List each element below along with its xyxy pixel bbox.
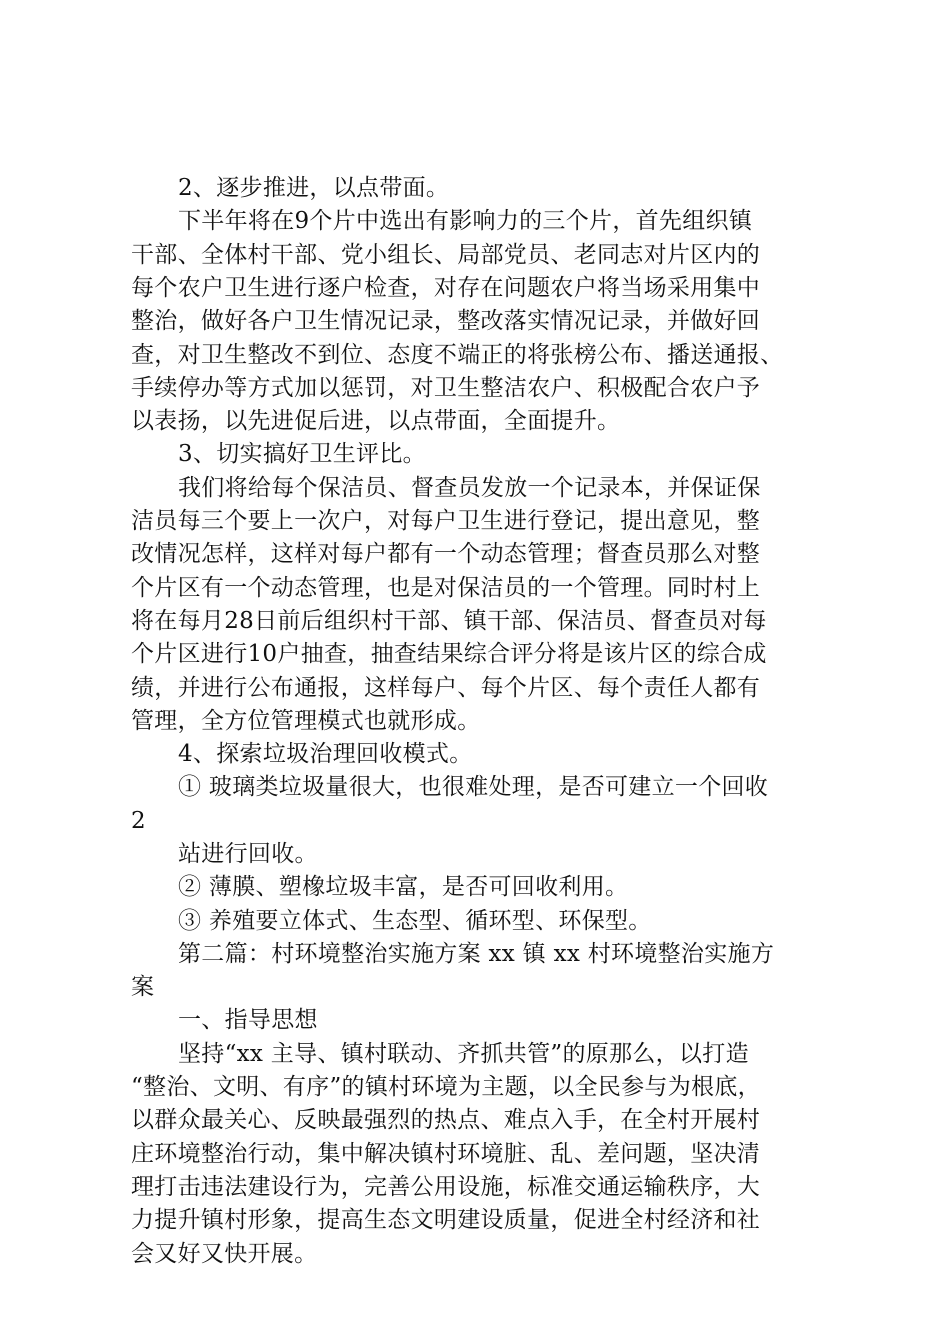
paragraph-line: 庄环境整治行动，集中解决镇村环境脏、乱、差问题，坚决清: [131, 1141, 761, 1167]
paragraph-line: “整治、文明、有序”的镇村环境为主题，以全民参与为根底，: [131, 1074, 761, 1100]
paragraph-line: 以群众最关心、反映最强烈的热点、难点入手，在全村开展村: [131, 1107, 761, 1133]
paragraph-line: 干部、全体村干部、党小组长、局部党员、老同志对片区内的: [131, 242, 761, 268]
section-heading: 2、逐步推进，以点带面。: [178, 175, 450, 201]
paragraph-line: 每个农户卫生进行逐户检查，对存在问题农户将当场采用集中: [131, 275, 761, 301]
list-item: ① 玻璃类垃圾量很大，也很难处理，是否可建立一个回收: [178, 774, 769, 800]
paragraph-line: 绩，并进行公布通报，这样每户、每个片区、每个责任人都有: [131, 675, 761, 701]
paragraph-line: 会又好又快开展。: [131, 1241, 318, 1267]
section-heading: 4、探索垃圾治理回收模式。: [178, 741, 473, 767]
paragraph-line: 洁员每三个要上一次户，对每户卫生进行登记，提出意见，整: [131, 508, 761, 534]
list-item: ② 薄膜、塑橡垃圾丰富，是否可回收利用。: [178, 874, 629, 900]
paragraph-line: 理打击违法建设行为，完善公用设施，标准交通运输秩序，大: [131, 1174, 761, 1200]
paragraph-line: 管理，全方位管理模式也就形成。: [131, 708, 481, 734]
chapter-title: 案: [131, 974, 155, 1000]
section-heading: 3、切实搞好卫生评比。: [178, 441, 426, 467]
paragraph-line: 力提升镇村形象，提高生态文明建设质量，促进全村经济和社: [131, 1207, 761, 1233]
paragraph-line: 将在每月28日前后组织村干部、镇干部、保洁员、督查员对每: [131, 608, 767, 634]
paragraph-line: 坚持“xx 主导、镇村联动、齐抓共管”的原那么，以打造: [178, 1041, 749, 1067]
section-heading: 一、指导思想: [178, 1007, 318, 1033]
paragraph-line: 整治，做好各户卫生情况记录，整改落实情况记录，并做好回: [131, 308, 761, 334]
chapter-title: 第二篇：村环境整治实施方案 xx 镇 xx 村环境整治实施方: [178, 941, 775, 967]
page-number: 2: [131, 808, 146, 834]
list-item: 站进行回收。: [178, 841, 318, 867]
paragraph-line: 改情况怎样，这样对每户都有一个动态管理；督查员那么对整: [131, 541, 761, 567]
paragraph-line: 个片区有一个动态管理，也是对保洁员的一个管理。同时村上: [131, 575, 761, 601]
list-item: ③ 养殖要立体式、生态型、循环型、环保型。: [178, 908, 652, 934]
paragraph-line: 手续停办等方式加以惩罚，对卫生整洁农户、积极配合农户予: [131, 375, 761, 401]
paragraph-line: 个片区进行10户抽查，抽查结果综合评分将是该片区的综合成: [131, 641, 767, 667]
paragraph-line: 下半年将在9个片中选出有影响力的三个片，首先组织镇: [178, 208, 753, 234]
paragraph-line: 我们将给每个保洁员、督查员发放一个记录本，并保证保: [178, 475, 761, 501]
paragraph-line: 以表扬，以先进促后进，以点带面，全面提升。: [131, 408, 621, 434]
paragraph-line: 查，对卫生整改不到位、态度不端正的将张榜公布、播送通报、: [131, 342, 784, 368]
